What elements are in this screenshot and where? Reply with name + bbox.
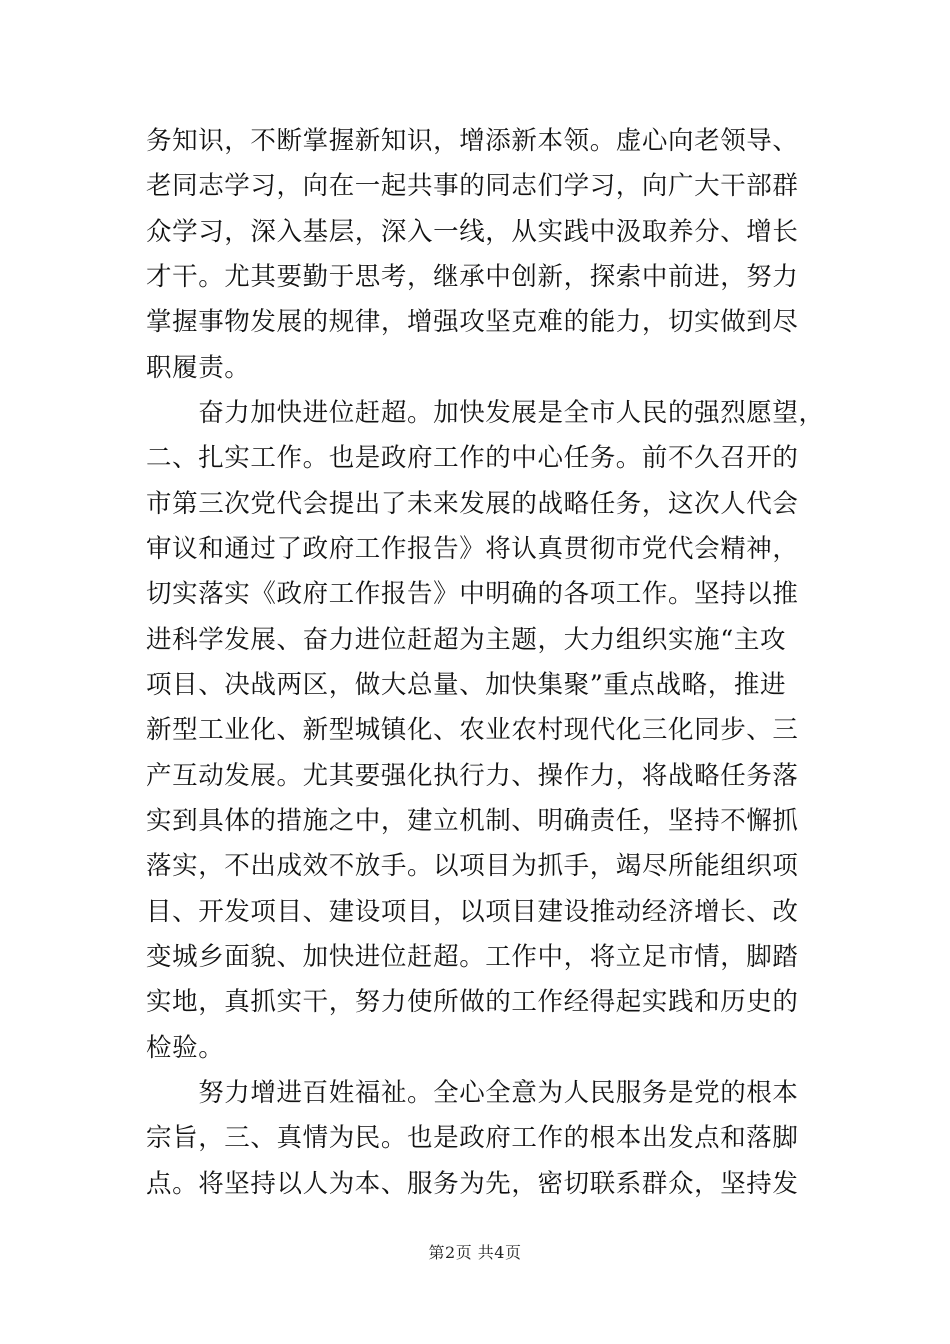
body-text-line: 检验。 <box>146 1033 225 1063</box>
page-number-footer: 第2页 共4页 <box>428 1243 522 1262</box>
paragraph-start-line: 努力增进百姓福祉。全心全意为人民服务是党的根本 <box>146 1078 799 1108</box>
body-text-line: 二、扎实工作。也是政府工作的中心任务。前不久召开的 <box>146 443 799 473</box>
body-text-line: 宗旨，三、真情为民。也是政府工作的根本出发点和落脚 <box>146 1123 799 1153</box>
paragraph-start-line: 奋力加快进位赶超。加快发展是全市人民的强烈愿望， <box>146 398 825 428</box>
body-text-line: 众学习，深入基层，深入一线，从实践中汲取养分、增长 <box>146 217 799 247</box>
body-text-line: 掌握事物发展的规律，增强攻坚克难的能力，切实做到尽 <box>146 307 799 337</box>
body-text-line: 实到具体的措施之中，建立机制、明确责任，坚持不懈抓 <box>146 806 799 836</box>
body-text-line: 变城乡面貌、加快进位赶超。工作中，将立足市情，脚踏 <box>146 942 799 972</box>
body-text-line: 市第三次党代会提出了未来发展的战略任务，这次人代会 <box>146 489 799 519</box>
body-text-line: 审议和通过了政府工作报告》将认真贯彻市党代会精神， <box>146 534 799 564</box>
body-text-line: 务知识，不断掌握新知识，增添新本领。虚心向老领导、 <box>146 126 799 156</box>
body-text-line: 进科学发展、奋力进位赶超为主题，大力组织实施“主攻 <box>146 625 787 655</box>
body-text-line: 目、开发项目、建设项目，以项目建设推动经济增长、改 <box>146 897 799 927</box>
body-text-line: 点。将坚持以人为本、服务为先，密切联系群众，坚持发 <box>146 1169 799 1199</box>
body-text-line: 才干。尤其要勤于思考，继承中创新，探索中前进，努力 <box>146 262 799 292</box>
body-text-line: 切实落实《政府工作报告》中明确的各项工作。坚持以推 <box>146 579 799 609</box>
body-text-line: 产互动发展。尤其要强化执行力、操作力，将战略任务落 <box>146 761 799 791</box>
body-text-line: 项目、决战两区，做大总量、加快集聚”重点战略，推进 <box>146 670 787 700</box>
body-text-line: 落实，不出成效不放手。以项目为抓手，竭尽所能组织项 <box>146 851 799 881</box>
body-text-line: 新型工业化、新型城镇化、农业农村现代化三化同步、三 <box>146 715 799 745</box>
body-text-line: 老同志学习，向在一起共事的同志们学习，向广大干部群 <box>146 171 799 201</box>
body-text-line: 实地，真抓实干，努力使所做的工作经得起实践和历史的 <box>146 987 799 1017</box>
body-text-line: 职履责。 <box>146 353 251 383</box>
